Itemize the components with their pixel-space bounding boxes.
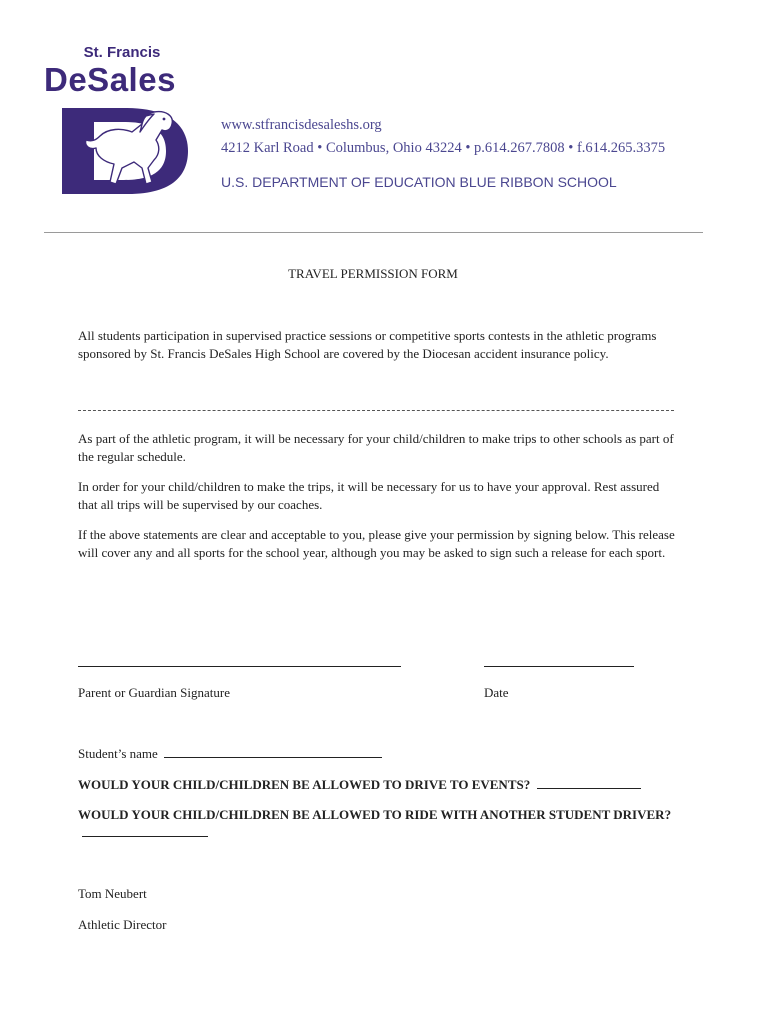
approval-paragraph: In order for your child/children to make the trips, it will be necessary for us to have your approval. Rest assured that all trips will be supervised by our coaches. [78, 479, 660, 512]
date-line[interactable] [484, 666, 634, 667]
mustang-horse-d-logo-icon [56, 106, 190, 196]
drive-answer-line[interactable] [537, 776, 641, 789]
insurance-paragraph: All students participation in supervised practice sessions or competitive sports contests in the athletic programs sponsored by St. Francis DeSales High School are covered by the Diocesan accident insurance policy. [78, 328, 657, 361]
drive-question-row [78, 776, 678, 794]
signer-title: Athletic Director [78, 917, 167, 932]
student-name-line[interactable] [164, 745, 382, 758]
ride-answer-line[interactable] [82, 824, 208, 837]
logo-main-text: DeSales [44, 61, 176, 98]
header-divider [44, 232, 703, 233]
dashed-divider [78, 410, 674, 411]
logo-top-text: St. Francis [83, 44, 161, 61]
school-logo [42, 44, 202, 196]
drive-question: WOULD YOUR CHILD/CHILDREN BE ALLOWED TO DRIVE TO EVENTS? [78, 777, 531, 792]
school-address: 4212 Karl Road • Columbus, Ohio 43224 • p.614.267.7808 • f.614.265.3375 [221, 140, 666, 156]
blue-ribbon-text: U.S. DEPARTMENT OF EDUCATION BLUE RIBBON SCHOOL [221, 174, 617, 190]
date-label: Date [484, 685, 509, 700]
ride-question: WOULD YOUR CHILD/CHILDREN BE ALLOWED TO RIDE WITH ANOTHER STUDENT DRIVER? [78, 807, 672, 822]
signer-name: Tom Neubert [78, 886, 147, 901]
parent-signature-label: Parent or Guardian Signature [78, 685, 230, 700]
form-title: TRAVEL PERMISSION FORM [288, 266, 458, 281]
student-name-label: Student’s name [78, 746, 158, 761]
student-name-row [78, 745, 382, 762]
parent-signature-line[interactable] [78, 666, 401, 667]
ride-question-row [78, 806, 678, 842]
trips-paragraph: As part of the athletic program, it will be necessary for your child/children to make trips to other schools as part of the regular schedule. [78, 431, 674, 464]
school-website: www.stfrancisdesaleshs.org [221, 117, 382, 133]
release-paragraph: If the above statements are clear and acceptable to you, please give your permission by signing below. This release will cover any and all sports for the school year, although you may be asked to sign such a release for each sport. [78, 527, 675, 560]
